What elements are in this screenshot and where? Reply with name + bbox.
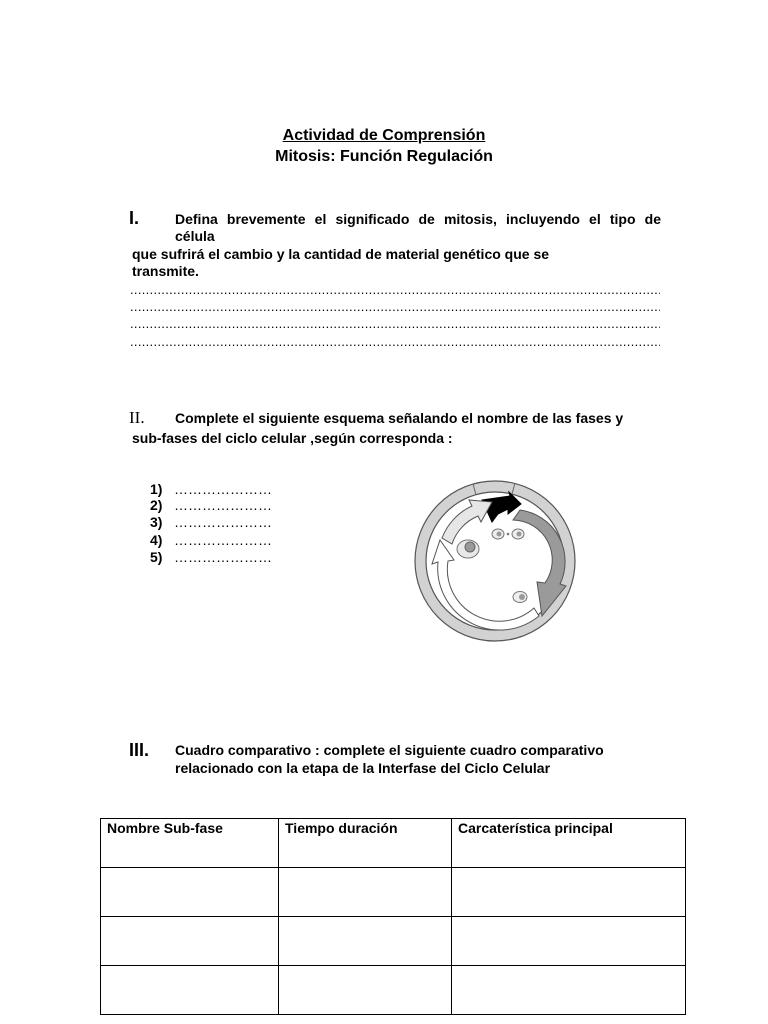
document-subtitle: Mitosis: Función Regulación	[275, 148, 493, 165]
column-header-feature: Carcaterística principal	[452, 819, 686, 868]
section-1-numeral: I.	[129, 208, 140, 228]
table-cell[interactable]	[279, 917, 452, 966]
column-header-duration: Tiempo duración	[279, 819, 452, 868]
table-row	[101, 868, 686, 917]
list-item-number: 4)	[150, 532, 163, 548]
table-cell[interactable]	[279, 868, 452, 917]
list-item[interactable]	[150, 548, 272, 566]
section-2-line-1: Complete el siguiente esquema señalando el nombre de las fases y	[175, 410, 624, 426]
section-2-numeral: II.	[129, 408, 145, 427]
division-dot-icon	[507, 533, 510, 536]
answer-line[interactable]	[130, 282, 660, 299]
list-item-number: 3)	[150, 514, 163, 530]
table-header-row	[101, 819, 686, 868]
answer-line[interactable]	[130, 316, 660, 333]
column-header-subphase: Nombre Sub-fase	[101, 819, 279, 868]
list-item-blank[interactable]: …………………	[174, 481, 272, 497]
answer-line[interactable]	[130, 299, 660, 316]
cell-nucleus-icon	[517, 532, 522, 537]
list-item[interactable]	[150, 513, 272, 531]
list-item-number: 5)	[150, 549, 163, 565]
answer-line[interactable]	[130, 334, 660, 351]
section-1-line-4: transmite.	[132, 263, 199, 279]
table-cell[interactable]	[452, 966, 686, 1015]
section-1-line-2: célula	[175, 228, 215, 244]
document-title: Actividad de Comprensión	[282, 127, 486, 144]
section-1-line-3: que sufrirá el cambio y la cantidad de material genético que se	[132, 246, 550, 262]
section-2-line-2: sub-fases del ciclo celular ,según corresponda :	[132, 430, 453, 446]
section-3-line-1: Cuadro comparativo : complete el siguiente cuadro comparativo	[175, 742, 604, 758]
list-item[interactable]	[150, 496, 272, 514]
table-cell[interactable]	[452, 868, 686, 917]
list-item[interactable]	[150, 531, 272, 549]
section-1-line-1: Defina brevemente el significado de mitosis, incluyendo el tipo de	[175, 211, 661, 227]
cell-cycle-diagram	[412, 478, 578, 644]
list-item-blank[interactable]: …………………	[174, 497, 272, 513]
section-3-line-2: relacionado con la etapa de la Interfase del Ciclo Celular	[175, 760, 551, 776]
table-cell[interactable]	[101, 917, 279, 966]
list-item-number: 1)	[150, 481, 163, 497]
table-cell[interactable]	[279, 966, 452, 1015]
comparison-table	[100, 818, 686, 1015]
table-row	[101, 966, 686, 1015]
cell-nucleus-icon	[519, 594, 525, 600]
list-item-blank[interactable]: …………………	[174, 549, 272, 565]
cell-nucleus-icon	[465, 542, 475, 552]
section-3-numeral: III.	[129, 740, 150, 760]
table-cell[interactable]	[101, 868, 279, 917]
list-item-number: 2)	[150, 497, 163, 513]
table-cell[interactable]	[101, 966, 279, 1015]
table-row	[101, 917, 686, 966]
table-cell[interactable]	[452, 917, 686, 966]
cell-nucleus-icon	[497, 532, 502, 537]
list-item-blank[interactable]: …………………	[174, 532, 272, 548]
list-item-blank[interactable]: …………………	[174, 514, 272, 530]
